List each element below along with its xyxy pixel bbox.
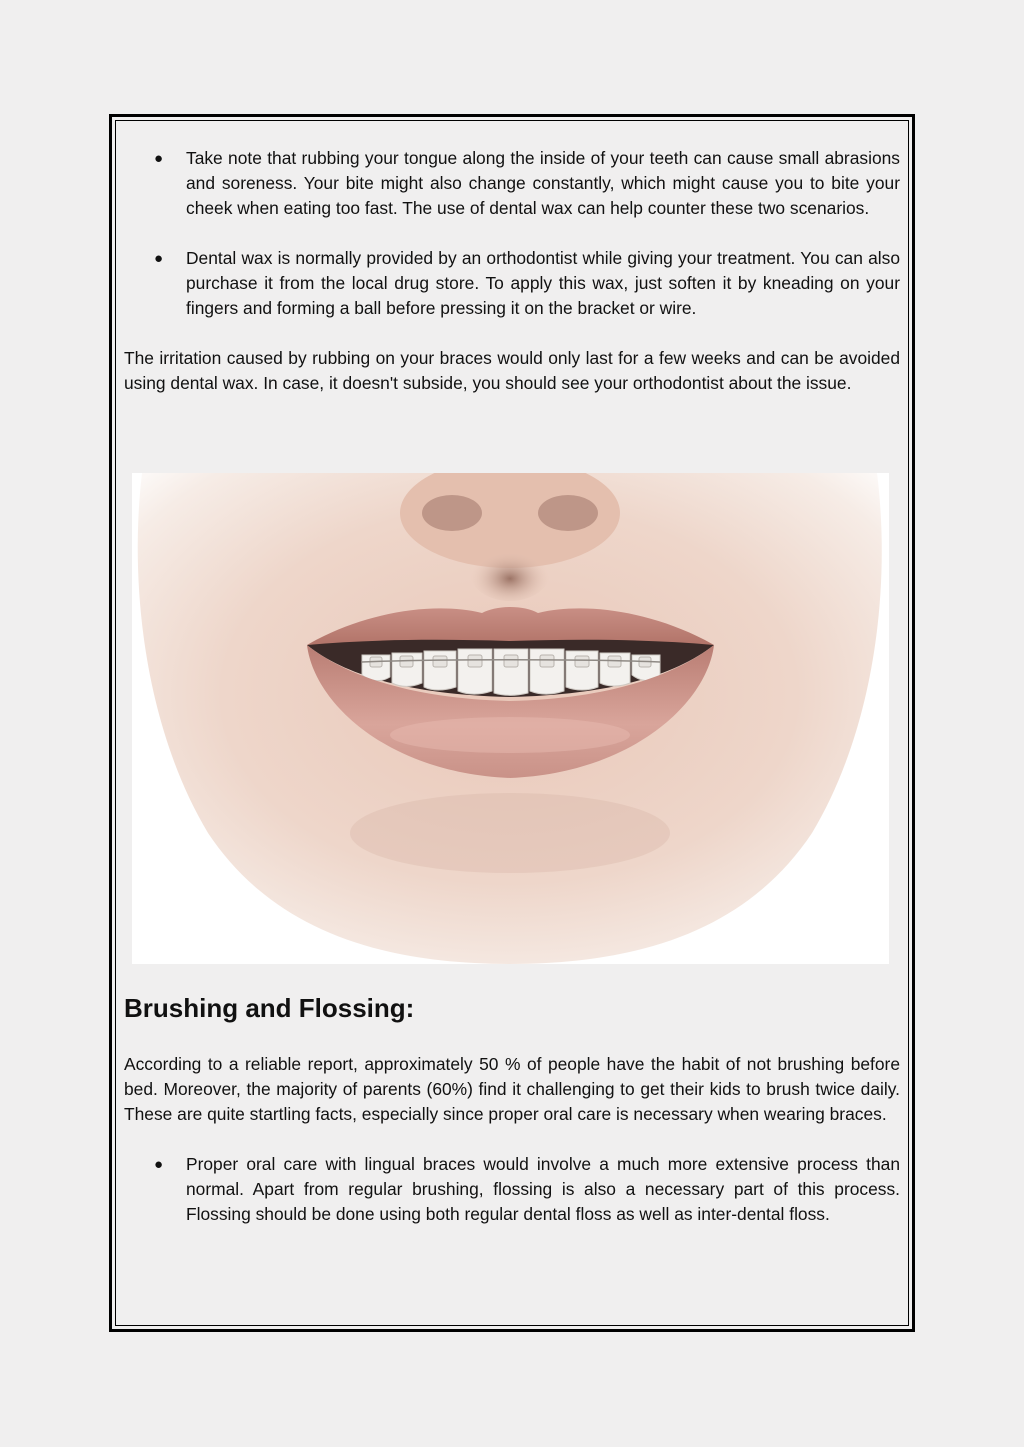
paragraph-report: According to a reliable report, approximately 50 % of people have the habit of not brushing before bed. Moreover, the majority of parents (60%) find it challenging to get their kids to brush twice daily. These are quite startling facts, especially since proper oral care is necessary when wearing braces. <box>124 1054 900 1124</box>
bullet-icon: ● <box>154 250 164 267</box>
bullet-text: Proper oral care with lingual braces would involve a much more extensive process than normal. Apart from regular brushing, flossing is also a necessary part of this process. Flossing should be done using both regular dental floss as well as inter-dental floss. <box>186 1154 900 1224</box>
bullet-text: Take note that rubbing your tongue along the inside of your teeth can cause small abrasions and soreness. Your bite might also change constantly, which might cause you to bite your cheek when eating too fast. The use of dental wax can help counter these two scenarios. <box>186 148 900 218</box>
bullet-icon: ● <box>154 1156 164 1173</box>
bullet-list-1 <box>124 146 900 321</box>
paragraph-irritation: The irritation caused by rubbing on your braces would only last for a few weeks and can be avoided using dental wax. In case, it doesn't subside, you should see your orthodontist about the issue. <box>124 348 900 393</box>
smile-braces-photo <box>132 473 889 964</box>
list-item <box>124 246 900 321</box>
bullet-icon: ● <box>154 150 164 167</box>
section-2 <box>124 991 900 1227</box>
list-item <box>124 1152 900 1227</box>
section-heading: Brushing and Flossing: <box>124 993 415 1023</box>
list-item <box>124 146 900 221</box>
bullet-list-2 <box>124 1152 900 1227</box>
bullet-text: Dental wax is normally provided by an orthodontist while giving your treatment. You can also purchase it from the local drug store. To apply this wax, just soften it by kneading on your fingers and forming a ball before pressing it on the bracket or wire. <box>186 248 900 318</box>
section-1 <box>124 146 900 396</box>
